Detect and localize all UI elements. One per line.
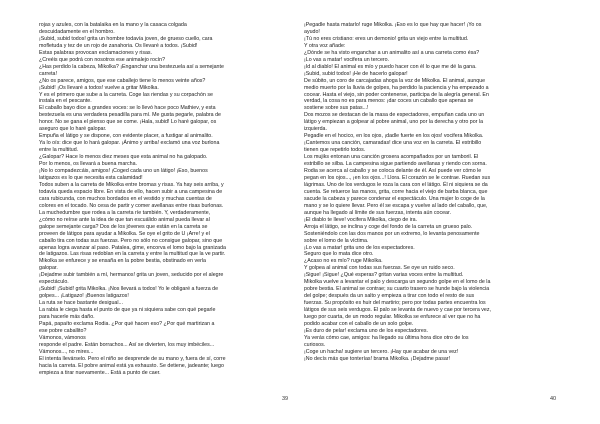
text-line: Y golpea al animal con todas sus fuerzas. Se oye un ruido seco. [304,265,455,272]
text-line: cuenta. Se retuerce las manos, grita, corre hacia el viejo de barba blanca, que [304,188,488,195]
text-line: ¡El diablo te lleve! vocifera Mikolka, ciego de ira. [304,216,418,223]
text-line: galopar. [39,265,58,272]
text-line: ¡Lo vas a matar! vocifera un tercero. [304,56,390,63]
text-line: ¿Creéis que podrá con nosotros ese animalejo rocín? [39,56,166,63]
text-line: entre la multitud. [39,147,79,154]
text-line: látigo y empiezan a golpear al pobre animal, uno por la derecha y otro por la [304,119,484,126]
text-line: estribillo se silba. La campesina sigue partiendo avellanas y riendo con sorna. [304,161,487,168]
text-line: ¿Galopar? Hace lo menos diez meses que esta animal no ha galopado. [39,154,208,161]
text-line: hacia la carreta. El pobre animal está ya exhausto. Se detiene, jadeante; luego [39,362,224,369]
text-line: honor. No se gana el pienso que se come. ¡Hala, subid! Lo haré galopar, os [39,119,217,126]
text-line: Papá, papaíto exclama Rodia. ¿Por qué hacen eso? ¿Por qué martirizan a [39,320,215,327]
text-line: ¡Cantemos una canción, camaradas! dice una voz en la carreta. El estribillo [304,140,482,147]
text-line: sobre el lomo de la víctima. [304,237,369,244]
text-line: Vámonos..., no mires... [39,348,94,355]
text-line: ¿Dónde se ha visto enganchar a un animalito así a una carreta como ésa? [304,49,480,56]
text-line: ¡Tú no eres cristiano: eres un demonio! grita un viejo entre la multitud. [304,35,469,42]
text-line: fuerzas. Su propósito es huir del martirio; pero por todas partes encuentra los [304,300,486,307]
text-line: mofletuda y tez de un rojo de zanahoria. Os llevaré a todos. ¡Subid! [39,42,198,49]
text-line: colores en el tocado. No cesa de partir y comer avellanas entre risas burlonas. [39,202,224,209]
text-line: ese pobre caballito? [39,327,87,334]
text-line: luego por cuarta, de un modo regular. Mikolka se enfurece al ver que no ha [304,314,481,321]
right-page-number: 40 [550,396,557,402]
text-line: ¡Subid! ¡Subid! grita Mikolka. ¡Nos llevará a todos! Yo le obligaré a fuerza de [39,286,219,293]
text-line: ¡Pegadle hasta matarlo! ruge Mikolka. ¡Eso es lo que hay que hacer! ¡Yo os [304,22,482,28]
text-line: pegan en los ojos..., ¡en los ojos...! Llora. El corazón se le contrae. Ruedan sus [304,174,491,181]
text-line: Arroja el látigo, se inclina y coge del fondo de la carreta un grueso palo. [304,223,473,230]
text-line: Mikolka se enfurece y se ensaña en la pobre bestia, obstinado en verla [39,258,206,265]
text-line: Mikolka vuelve a levantar el palo y descarga un segundo golpe en el lomo de la [304,279,491,286]
text-line: ¡Lo vas a matar! grita uno de los espectadores. [304,244,415,251]
text-line: sacude la cabeza y parece condenar el espectáculo. Una mujer lo coge de la [304,195,485,202]
text-line: Ya verás cómo cae, amigos: ha llegado su última hora dice otro de los [304,334,469,341]
text-line: ¡Dejadme subir también a mí, hermanos! grita un joven, seducido por el alegre [39,272,224,279]
text-line: ¿Acaso no es mío? ruge Mikolka. [304,258,383,265]
text-line: espectáculo. [39,279,69,286]
text-line: ¡Sigue! ¡Sigue! ¿Qué esperas? gritan varias voces entre la multitud. [304,272,464,279]
text-line: rojas y azules, con la batalaika en la mano y la casaca colgada [39,22,187,28]
text-line: cara rubicunda, con muchos bordados en el vestido y muchas cuentas de [39,195,212,202]
text-line: La muchedumbre que rodea a la carreta ríe también. Y, verdaderamente, [39,209,211,216]
text-line: todavía queda espacio libre. En vista de ello, hacen subir a una campesina de [39,188,223,195]
text-line: Y otra voz añade: [304,42,346,49]
text-line: mano y se lo quiere llevar. Pero él se escapa y vuelve al lado del caballo, que, [304,202,488,209]
text-line: De súbito, un coro de carcajadas ahoga la voz de Mikolka. El animal, aunque [304,77,486,84]
text-line: El intenta llevárselo. Pero el niño se desprende de su mano y, fuera de sí, corre [39,355,226,362]
text-line: La ruta se hace bastante desigual... [39,300,123,307]
text-line: cocear. Hasta el viejo, sin poder contenerse, participa de la alegría general. En [304,91,489,98]
text-line: ¡Id al diablo! El animal es mío y puedo hacer con él lo que me dé la gana. [304,63,477,70]
text-line: Sosteniéndolo con las dos manos por un extremo, lo levanta penosamente [304,230,480,237]
text-line: látigos de sus seis verdugos. El palo se levanta de nuevo y cae por tercera vez, [304,307,491,314]
text-line: ¡Coge un hacha! sugiere un tercero. ¡Hay que acabar de una vez! [304,348,459,355]
text-line: aunque ha llegado al límite de sus fuerzas, intenta aún cocear. [304,209,451,216]
text-line: Dos mozos se destacan de la masa de espectadores, empuñan cada uno un [304,112,485,119]
text-line: del golpe; después da un salto y empieza a tirar con todo el resto de sus [304,293,475,300]
text-line: ¡Subid, subid todos! ¡He de hacerlo galopar! [304,70,408,77]
text-line: aseguro que lo haré galopar. [39,126,107,133]
left-page-text [39,22,297,377]
text-line: golpes... ¡Latigazo! ¡Buenos latigazos! [39,293,129,300]
text-line: Los mujiks entonan una canción grosera acompañados por un tamboril. El [304,154,479,161]
text-line: Ya lo oís: dice que lo hará galopar. ¡Ánimo y arriba! exclamó una voz burlona [39,140,220,147]
text-line: Y es el primero que sube a la carreta. Coge las riendas y su corpachón se [39,91,213,98]
text-line: verdad, la cosa no es para menos: ¡dar coces un caballo que apenas se [304,98,474,105]
left-page-number: 39 [282,396,289,402]
text-line: ¿No os parece, amigos, que ese caballejo tiene lo menos veinte años? [39,77,206,84]
text-line: para hacerle más daño. [39,314,95,321]
text-line: La rabia le ciega hasta el punto de que ya ni siquiera sabe con qué pegarle [39,307,216,314]
text-line: descuidadamente en el hombro. [39,28,115,35]
text-line: latigazos es lo que necesita esta calamidad! [39,174,143,181]
text-line: ¡No decís más que tonterías! brama Mikolka. ¡Dejadme pasar! [304,355,451,362]
text-line: de latigazos. Las risas redoblan en la carreta y entre la multitud que la ve partir. [39,251,226,258]
text-line: responde el padre. Están borrachos... Así se divierten, los muy imbéciles... [39,341,215,348]
text-line: Rodia se acerca al caballo y se coloca delante de él. Así puede ver cómo le [304,168,482,175]
text-line: El caballo bayo dice a grandes voces: se lo llevó hace poco Mathiev, y esta [39,105,216,112]
text-line: podido acabar con el caballo de un solo golpe. [304,320,414,327]
text-line: Empuña el látigo y se dispone, con evidente placer, a fustigar al animalito. [39,133,213,140]
text-line: carreta! [39,70,57,77]
text-line: ¡No lo compadezcáis, amigos! ¡Coged cada uno un látigo! ¡Eso, buenos [39,168,208,175]
text-line: ¡Es duro de pelar! exclama uno de los espectadores. [304,327,428,334]
text-line: Seguro que lo mata dice otro. [304,251,374,258]
text-line: galope semejante carga? Dos de los jóvenes que están en la carreta se [39,223,208,230]
text-line: lágrimas. Uno de los verdugos le roza la cara con el látigo. Él ni siquiera se da [304,181,488,188]
text-line: apenas logra avanzar al paso. Patalea, gime, encorva el lomo bajo la granizada [39,244,226,251]
right-page-text [304,22,562,363]
text-line: proveen de látigos para ayudar a Mikolka. Se oye el grito de U ¡Arre! y el [39,230,210,237]
text-line: izquierda. [304,126,327,133]
text-line: caballo tira con todas sus fuerzas. Pero no sólo no consigue galopar, sino que [39,237,223,244]
text-line: Vámonos, vámonos [39,334,86,341]
text-line: ¡Subid, subid todos! grita un hombre todavía joven, de grueso cuello, cara [39,35,213,42]
text-line: ayudo! [304,28,320,35]
text-line: Todos suben a la carreta de Mikolka entre bromas y risas. Ya hay seis arriba, y [39,181,224,188]
text-line: Pegadle en el hocico, en los ojos, ¡dadle fuerte en los ojos! vocifera Mikolka. [304,133,484,140]
text-line: pobre bestia. El animal se contrae; su cuarto trasero se hunde bajo la violencia [304,286,490,293]
text-line: ¿cómo no reírse ante la idea de que tan escuálido animal pueda llevar al [39,216,210,223]
text-line: Estas palabras provocan exclamaciones y risas. [39,49,153,56]
text-line: bestezuela es una verdadera pesadilla para mí. Me gusta pegarle, palabra de [39,112,221,119]
text-line: instala en el pescante. [39,98,92,105]
text-line: sostiene sobre sus patas...! [304,105,369,112]
text-line: curiosos. [304,341,326,348]
text-line: ¿Has perdido la cabeza, Mikolka? ¡Enganchar una bestezuela así a semejante [39,63,224,70]
text-line: empieza a tirar nuevamente... Está a punto de caer. [39,369,161,376]
text-line: Por lo menos, os llevará a buena marcha. [39,161,138,168]
text-line: medio muerto por la lluvia de golpes, ha perdido la paciencia y ha empezado a [304,84,489,91]
text-line: tienen que repetirlo todos. [304,147,366,154]
text-line: ¡Subid! ¡Os llevaré a todos! vuelve a gritar Mikolka. [39,84,159,91]
